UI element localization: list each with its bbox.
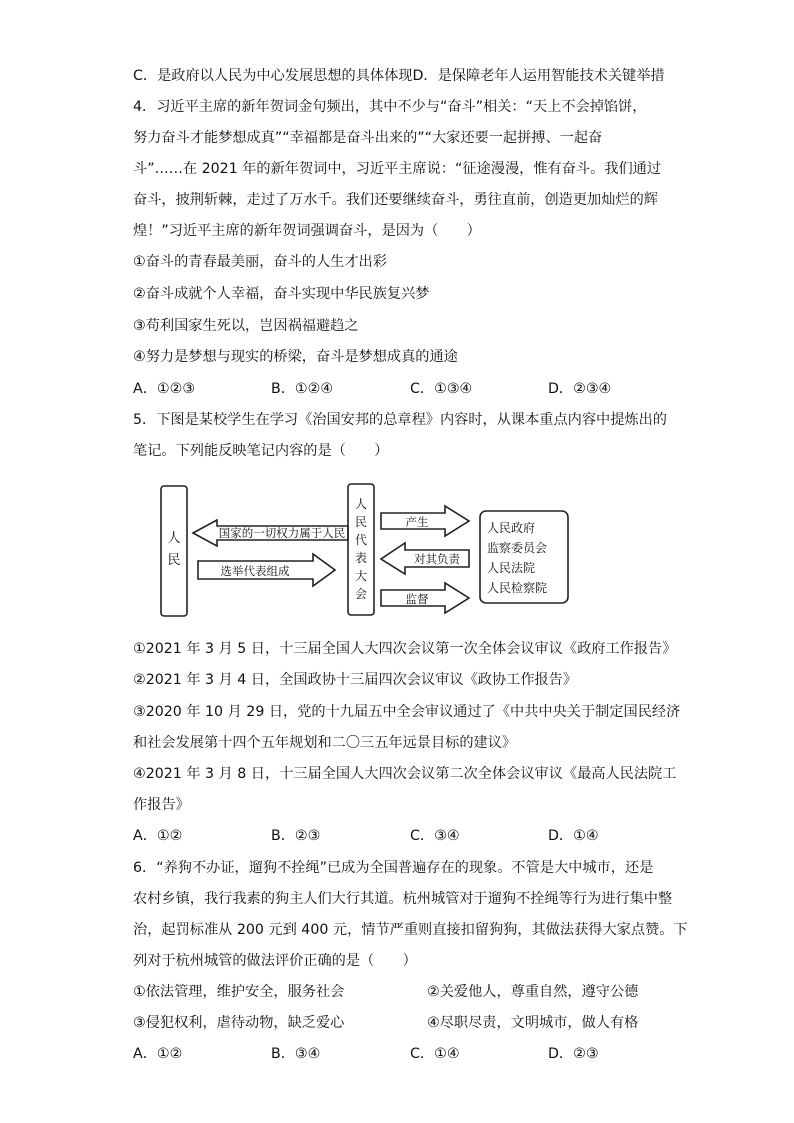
- q5-statement-4b: 作报告》: [133, 797, 190, 813]
- q6-statement-2: ②关爱他人，尊重自然，遵守公德: [427, 984, 639, 1000]
- q5-statement-3a: ③2020 年 10 月 29 日，党的十九届五中全会审议通过了《中共中央关于制定国民经济: [133, 704, 681, 720]
- q6-statement-4: ④尽职尽责，文明城市，做人有格: [427, 1015, 639, 1031]
- svg-text:人: 人: [354, 497, 368, 511]
- svg-text:大: 大: [354, 569, 368, 583]
- q5-option-c: C．③④: [410, 828, 460, 844]
- svg-text:民: 民: [354, 515, 368, 529]
- power-arrow-label: 国家的一切权力属于人民: [218, 526, 346, 540]
- organ-procuratorate: 人民检察院: [487, 581, 548, 595]
- q6-stem-line-3: 治，起罚标准从 200 元到 400 元，情节严重则直接扣留狗狗，其做法获得大家点赞。下: [133, 922, 688, 938]
- congress-label: [355, 497, 367, 601]
- q5-stem-line-1: 5．下图是某校学生在学习《治国安邦的总章程》内容时，从课本重点内容中提炼出的: [133, 412, 667, 428]
- q5-statement-1: ①2021 年 3 月 5 日，十三届全国人大四次会议第一次全体会议审议《政府工作报告》: [133, 641, 677, 657]
- q6-statement-1: ①依法管理，维护安全，服务社会: [133, 984, 345, 1000]
- organ-government: 人民政府: [487, 521, 536, 535]
- q4-stem-line-5: 煌！”习近平主席的新年贺词强调奋斗，是因为（ ）: [133, 223, 481, 239]
- elect-arrow-label: 选举代表组成: [220, 564, 290, 578]
- q6-stem-line-1: 6．“养狗不办证，遛狗不拴绳”已成为全国普遍存在的现象。不管是大中城市，还是: [133, 860, 654, 876]
- q5-statement-2: ②2021 年 3 月 4 日，全国政协十三届四次会议审议《政协工作报告》: [133, 672, 578, 688]
- q5-option-d: D．①④: [548, 828, 599, 844]
- q3-option-cd: C．是政府以人民为中心发展思想的具体体现D．是保障老年人运用智能技术关键举措: [133, 68, 665, 84]
- q4-stem-line-1: 4．习近平主席的新年贺词金句频出，其中不少与“奋斗”相关：“天上不会掉馅饼，: [133, 99, 647, 115]
- people-label-2: 民: [167, 553, 181, 568]
- supervise-arrow-label: 监督: [405, 592, 429, 606]
- q4-stem-line-4: 奋斗，披荆斩棘，走过了万水千。我们还要继续奋斗，勇往直前，创造更加灿烂的辉: [133, 192, 658, 208]
- q6-stem-line-2: 农村乡镇，我行我素的狗主人们大行其道。杭州城管对于遛狗不拴绳等行为进行集中整: [133, 891, 673, 907]
- q4-statement-4: ④努力是梦想与现实的桥梁，奋斗是梦想成真的通途: [133, 349, 458, 365]
- people-label-1: 人: [167, 531, 181, 546]
- svg-text:表: 表: [354, 551, 368, 565]
- q6-option-c: C．①④: [410, 1046, 460, 1062]
- produce-arrow-label: 产生: [405, 515, 429, 529]
- q4-statement-1: ①奋斗的青春最美丽，奋斗的人生才出彩: [133, 254, 387, 270]
- q6-option-d: D．②③: [548, 1046, 599, 1062]
- q6-option-b: B．③④: [271, 1046, 321, 1062]
- q5-option-b: B．②③: [271, 828, 321, 844]
- npc-diagram: [155, 470, 575, 620]
- q5-option-a: A．①②: [133, 828, 183, 844]
- q5-stem-line-2: 笔记。下列能反映笔记内容的是（ ）: [133, 443, 389, 459]
- q4-statement-2: ②奋斗成就个人幸福，奋斗实现中华民族复兴梦: [133, 286, 430, 302]
- q4-option-d: D．②③④: [548, 381, 612, 397]
- svg-text:会: 会: [354, 587, 368, 601]
- responsible-arrow-label: 对其负责: [414, 552, 460, 566]
- q5-statement-3b: 和社会发展第十四个五年规划和二〇三五年远景目标的建议》: [133, 735, 517, 751]
- q4-stem-line-3: 斗”……在 2021 年的新年贺词中，习近平主席说：“征途漫漫，惟有奋斗。我们通过: [133, 161, 662, 177]
- people-box: [161, 486, 187, 616]
- q4-option-b: B．①②④: [271, 381, 334, 397]
- svg-text:代: 代: [354, 533, 368, 547]
- q6-option-a: A．①②: [133, 1046, 183, 1062]
- organ-supervision: 监察委员会: [487, 541, 548, 555]
- q6-statement-3: ③侵犯权利，虐待动物，缺乏爱心: [133, 1015, 345, 1031]
- q4-statement-3: ③苟利国家生死以，岂因祸福避趋之: [133, 318, 359, 334]
- q6-stem-line-4: 列对于杭州城管的做法评价正确的是（ ）: [133, 953, 417, 969]
- q5-statement-4a: ④2021 年 3 月 8 日，十三届全国人大四次会议第二次全体会议审议《最高人民法院工: [133, 766, 677, 782]
- q4-option-a: A．①②③: [133, 381, 196, 397]
- q4-option-c: C．①③④: [410, 381, 473, 397]
- q4-stem-line-2: 努力奋斗才能梦想成真”“幸福都是奋斗出来的”“大家还要一起拼搏、一起奋: [133, 130, 603, 146]
- organ-court: 人民法院: [487, 561, 536, 575]
